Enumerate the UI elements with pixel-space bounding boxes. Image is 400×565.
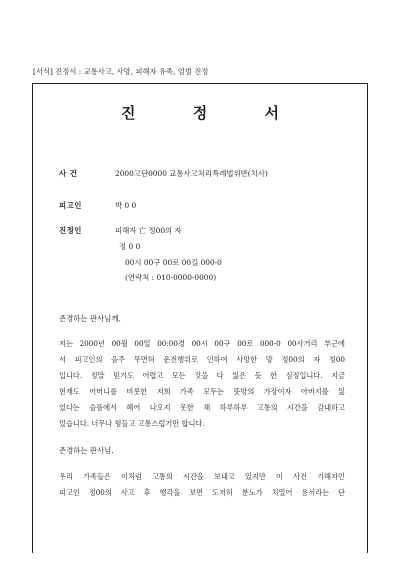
paragraph-line: 서 피고인의 음주 무면허 운전행위로 인하여 사망한 망 정00의 자 정00	[59, 355, 345, 364]
paragraph-line: 있습니다. 너무나 힘들고 고통스럽기만 합니다.	[59, 419, 205, 428]
paragraph-line: 현재도 어머니를 비롯한 저희 가족 모두는 뜻밖의 가장이자 아버지를 잃	[59, 387, 345, 396]
case-value: 2000고단0000 교통사고처리특례법위반(치사)	[115, 169, 268, 178]
petition-document	[32, 83, 368, 553]
petitioner-row	[59, 225, 182, 236]
petitioner-contact: (연락처 : 010-0000-0000)	[125, 273, 217, 282]
paragraph-line: 입니다. 정말 믿기도 어렵고 모든 것을 다 잃은 듯 한 심정입니다. 지금	[59, 371, 345, 380]
greeting-second: 존경하는 판사님.	[59, 446, 114, 455]
case-label: 사 건	[59, 169, 78, 178]
case-row	[59, 168, 268, 179]
petitioner-label: 진정인	[59, 226, 82, 235]
petitioner-address: 00시 00구 00로 00길 000-0	[125, 258, 222, 267]
defendant-value: 박 0 0	[115, 201, 137, 210]
paragraph-line: 었다는 슬픔에서 헤어 나오지 못한 채 하루하루 고통의 시간을 감내하고	[59, 403, 345, 412]
paragraph-line: 피고인 정00의 사고 후 행각을 보면 도저히 분노가 치밀어 용서라는 단	[59, 488, 345, 497]
defendant-label: 피고인	[59, 201, 82, 210]
petitioner-name: 정 0 0	[119, 242, 141, 251]
document-title: 진 정 서	[121, 104, 305, 122]
form-caption: [서식] 진정서 : 교통사고, 사망, 피해자 유족, 엄벌 진정	[33, 67, 209, 76]
paragraph-line: 우리 가족들은 이처럼 고통의 시간을 보내고 있지만 이 사건 가해자인	[59, 472, 345, 481]
greeting-first: 존경하는 판사님께.	[59, 314, 121, 323]
defendant-row	[59, 200, 137, 211]
petitioner-relation: 피해자 亡 정00의 자	[115, 226, 182, 235]
paragraph-line: 저는 2000년 00월 00일 00:00경 00시 00구 00로 000-0 00사거리 부근에	[59, 339, 345, 348]
